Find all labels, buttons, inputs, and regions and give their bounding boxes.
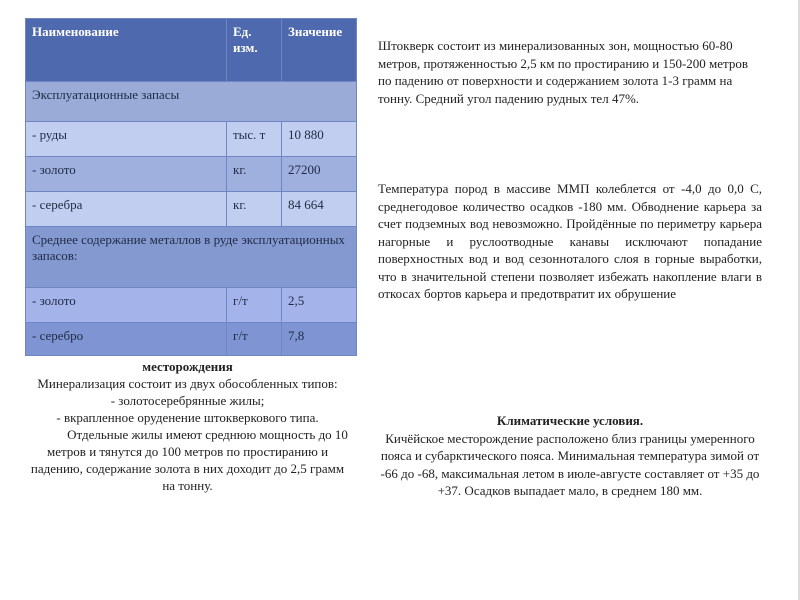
cell: кг. xyxy=(227,192,282,227)
section-label: Эксплуатационные запасы xyxy=(26,82,357,122)
hydrology-paragraph: Температура пород в массиве ММП колеблется от -4,0 до 0,0 С, среднегодовое количество осадков -180 мм. Обводнение карьера за счет подземных вод невозможно. Пройдённые по периметру карьера нагорные и руслоотводные канавы исключают попадание поверхностных вод и вод сезонноталого слоя в горные выработки, что в значительной степени позволяет избежать накопление влаги в откосах бортов карьера и предотвратит их обрушение xyxy=(378,181,762,301)
text-line: Отдельные жилы имеют среднюю мощность до 10 метров и тянутся до 100 метров по простиранию и падению, содержание золота в них доходит до 2,5 грамм на тонну. xyxy=(30,427,348,493)
cell: 10 880 xyxy=(282,122,357,157)
header-value: Значение xyxy=(282,19,357,82)
section-label: Среднее содержание металлов в руде эксплуатационных запасов: xyxy=(26,227,357,288)
table-row xyxy=(26,122,357,157)
table-row xyxy=(26,157,357,192)
cell: - серебра xyxy=(26,192,227,227)
table-header xyxy=(26,19,357,82)
climate-title: Климатические условия. xyxy=(496,413,644,428)
cell: 27200 xyxy=(282,157,357,192)
table-row xyxy=(26,288,357,323)
cell: - руды xyxy=(26,122,227,157)
reserves-table xyxy=(25,18,357,356)
climate-text: Кичёйское месторождение расположено близ границы умеренного пояса и субарктического пояса. Минимальная температура зимой от -66 до -68, максимальная летом в июле-августе составляет от +35 до +37. Осадков выпадает мало, в среднем 180 мм. xyxy=(380,430,760,498)
cell: г/т xyxy=(227,323,282,356)
stockwork-paragraph: Штокверк состоит из минерализованных зон, мощностью 60-80 метров, протяженностью 2,5 км по простиранию и 150-200 метров по падению от поверхности и содержанием золота 1-3 грамм на тонну. Средний угол падению рудных тел 47%. xyxy=(378,38,749,106)
table-section xyxy=(26,227,357,288)
table-row xyxy=(26,192,357,227)
cell: тыс. т xyxy=(227,122,282,157)
cell: г/т xyxy=(227,288,282,323)
header-name: Наименование xyxy=(26,19,227,82)
table-section xyxy=(26,82,357,122)
cell: - золото xyxy=(26,157,227,192)
cell: 7,8 xyxy=(282,323,357,356)
text-line: Минерализация состоит из двух обособленных типов: xyxy=(37,376,338,391)
cell: 2,5 xyxy=(282,288,357,323)
table-row xyxy=(26,323,357,356)
cell: 84 664 xyxy=(282,192,357,227)
hidden-title: месторождения xyxy=(142,359,233,374)
cell: - золото xyxy=(26,288,227,323)
header-unit: Ед. изм. xyxy=(227,19,282,82)
cell: - серебро xyxy=(26,323,227,356)
text-line: - золотосеребрянные жилы; xyxy=(110,393,265,408)
cell: кг. xyxy=(227,157,282,192)
climate-block xyxy=(378,412,762,500)
text-line: - вкрапленное оруденение штокверкового типа. xyxy=(56,410,319,425)
mineralization-text xyxy=(15,358,360,494)
